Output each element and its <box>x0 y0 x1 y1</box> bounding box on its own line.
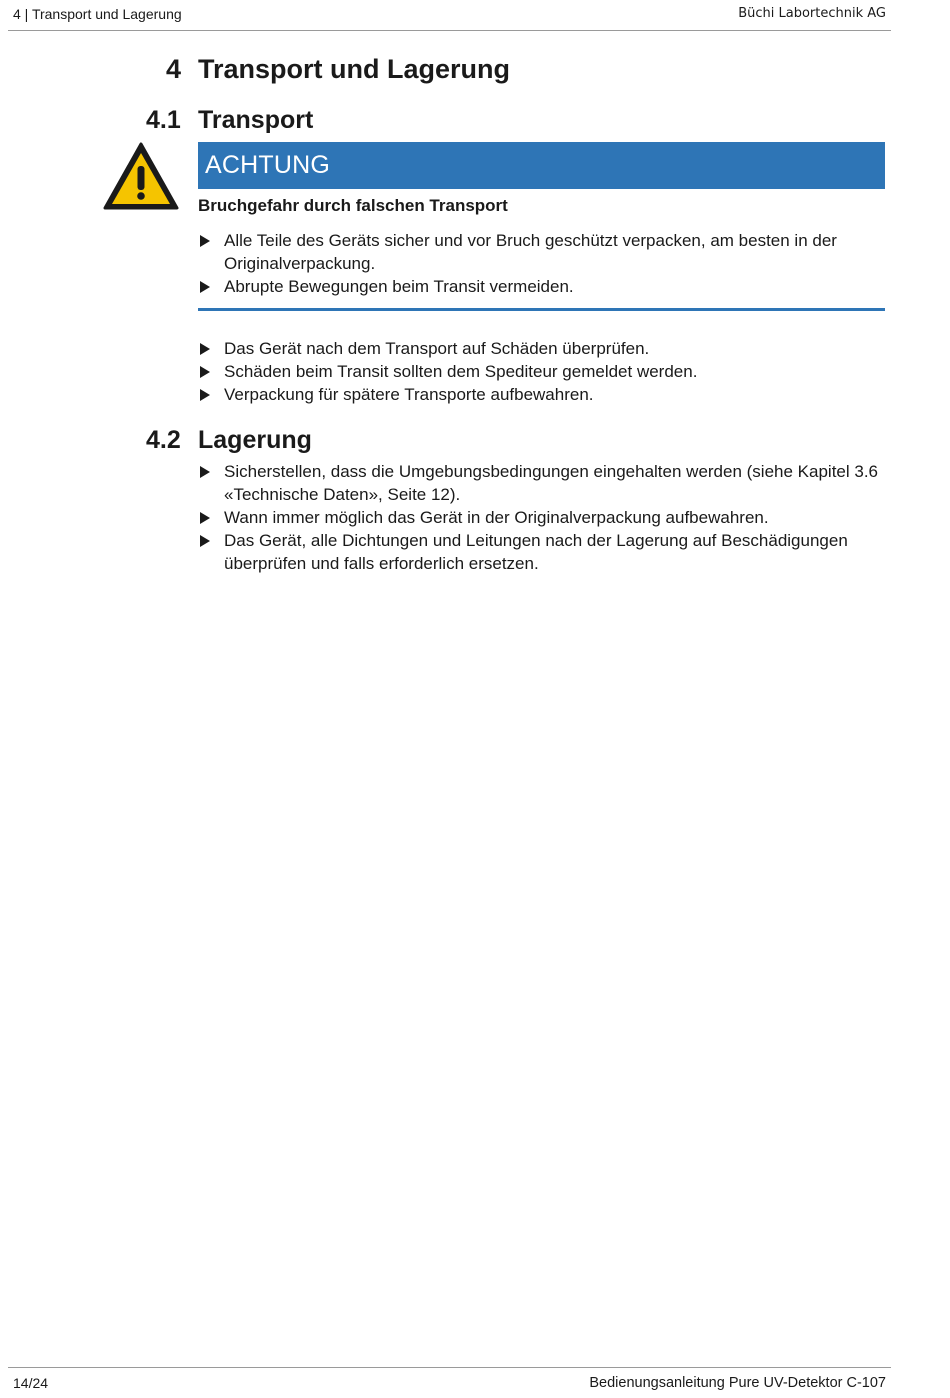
bullet-triangle-icon <box>200 389 210 401</box>
header-section-title: 4 | Transport und Lagerung <box>13 6 182 22</box>
storage-list <box>198 460 885 575</box>
list-item: Alle Teile des Geräts sicher und vor Bruch geschützt verpacken, am besten in der Originalverpackung. <box>198 229 885 275</box>
document-title: Bedienungsanleitung Pure UV-Detektor C-107 <box>589 1375 886 1391</box>
list-item: Schäden beim Transit sollten dem Spediteur gemeldet werden. <box>198 360 885 383</box>
list-item: Das Gerät nach dem Transport auf Schäden überprüfen. <box>198 337 885 360</box>
section-title: Lagerung <box>198 426 312 454</box>
page-number: 14/24 <box>13 1375 49 1391</box>
list-item: Wann immer möglich das Gerät in der Originalverpackung aufbewahren. <box>198 506 885 529</box>
notice-signal-word: ACHTUNG <box>205 151 331 179</box>
header-company: Büchi Labortechnik AG <box>738 6 886 21</box>
page-footer <box>8 1367 891 1398</box>
section-title: Transport <box>198 106 314 134</box>
notice-signal-bar <box>198 142 885 189</box>
bullet-triangle-icon <box>200 366 210 378</box>
transport-list <box>198 337 885 406</box>
bullet-triangle-icon <box>200 281 210 293</box>
bullet-triangle-icon <box>200 535 210 547</box>
notice-list <box>198 229 885 298</box>
list-item: Sicherstellen, dass die Umgebungsbedingungen eingehalten werden (siehe Kapitel 3.6 «Technische Daten», Seite 12). <box>198 460 885 506</box>
warning-triangle-icon <box>103 142 179 210</box>
list-item: Abrupte Bewegungen beim Transit vermeiden. <box>198 275 885 298</box>
chapter-number: 4 <box>166 54 182 84</box>
bullet-triangle-icon <box>200 343 210 355</box>
bullet-triangle-icon <box>200 235 210 247</box>
page-header <box>8 0 891 31</box>
section-number: 4.2 <box>146 426 181 454</box>
list-item: Verpackung für spätere Transporte aufbewahren. <box>198 383 885 406</box>
chapter-title: Transport und Lagerung <box>198 54 511 84</box>
bullet-triangle-icon <box>200 512 210 524</box>
bullet-triangle-icon <box>200 466 210 478</box>
section-number: 4.1 <box>146 106 181 134</box>
list-item: Das Gerät, alle Dichtungen und Leitungen nach der Lagerung auf Beschädigungen überprüfen und falls erforderlich ersetzen. <box>198 529 885 575</box>
notice-end-rule <box>198 308 885 311</box>
notice-title: Bruchgefahr durch falschen Transport <box>198 196 508 215</box>
